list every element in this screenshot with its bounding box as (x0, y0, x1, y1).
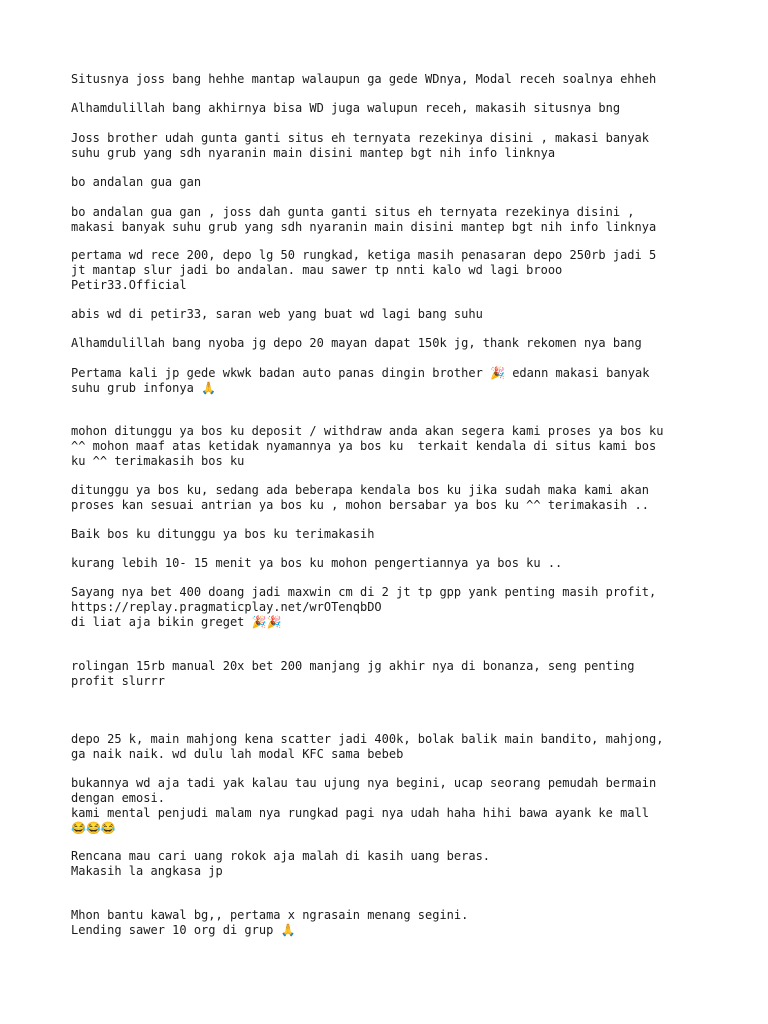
comment-paragraph-5: bo andalan gua gan , joss dah gunta ganti situs eh ternyata rezekinya disini , makasi banyak suhu grub yang sdh nyaranin main disini mantep bgt nih info linknya (71, 205, 657, 234)
comment-paragraph-18: Rencana mau cari uang rokok aja malah di kasih uang beras. Makasih la angkasa jp (71, 849, 491, 878)
comment-paragraph-13: kurang lebih 10- 15 menit ya bos ku mohon pengertiannya ya bos ku .. (71, 556, 563, 570)
comment-paragraph-19: Mhon bantu kawal bg,, pertama x ngrasain menang segini. Lending sawer 10 org di grup 🙏 (71, 908, 469, 937)
comment-paragraph-17: bukannya wd aja tadi yak kalau tau ujung nya begini, ucap seorang pemudah bermain dengan emosi. kami mental penjudi malam nya rungkad pagi nya udah haha hihi bawa ayank ke mall 😂😂😂 (71, 776, 657, 835)
comment-paragraph-2: Alhamdulillah bang akhirnya bisa WD juga walupun receh, makasih situsnya bng (71, 101, 621, 115)
comment-paragraph-4: bo andalan gua gan (71, 175, 202, 189)
comment-paragraph-6: pertama wd rece 200, depo lg 50 rungkad, ketiga masih penasaran depo 250rb jadi 5 jt mantap slur jadi bo andalan. mau sawer tp nnti kalo wd lagi brooo Petir33.Official (71, 248, 657, 292)
comment-paragraph-14: Sayang nya bet 400 doang jadi maxwin cm di 2 jt tp gpp yank penting masih profit, https://replay.pragmaticplay.net/wrOTenqbDO di liat aja bikin greget 🎉🎉 (71, 585, 657, 629)
comment-paragraph-9: Pertama kali jp gede wkwk badan auto panas dingin brother 🎉 edann makasi banyak suhu grub infonya 🙏 (71, 366, 650, 395)
comment-paragraph-7: abis wd di petir33, saran web yang buat wd lagi bang suhu (71, 307, 483, 321)
comment-paragraph-16: depo 25 k, main mahjong kena scatter jadi 400k, bolak balik main bandito, mahjong, ga naik naik. wd dulu lah modal KFC sama bebeb (71, 732, 664, 761)
comment-paragraph-12: Baik bos ku ditunggu ya bos ku terimakasih (71, 527, 375, 541)
comment-paragraph-8: Alhamdulillah bang nyoba jg depo 20 mayan dapat 150k jg, thank rekomen nya bang (71, 336, 642, 350)
comment-paragraph-1: Situsnya joss bang hehhe mantap walaupun ga gede WDnya, Modal receh soalnya ehheh (71, 72, 657, 86)
comment-paragraph-3: Joss brother udah gunta ganti situs eh ternyata rezekinya disini , makasi banyak suhu grub yang sdh nyaranin main disini mantep bgt nih info linknya (71, 131, 649, 160)
comment-paragraph-15: rolingan 15rb manual 20x bet 200 manjang jg akhir nya di bonanza, seng penting profit slurrr (71, 659, 635, 688)
comment-paragraph-11: ditunggu ya bos ku, sedang ada beberapa kendala bos ku jika sudah maka kami akan proses kan sesuai antrian ya bos ku , mohon bersabar ya bos ku ^^ terimakasih .. (71, 483, 649, 512)
comment-paragraph-10: mohon ditunggu ya bos ku deposit / withdraw anda akan segera kami proses ya bos ku ^^ mohon maaf atas ketidak nyamannya ya bos ku terkait kendala di situs kami bos ku ^^ terimakasih bos ku (71, 424, 664, 468)
